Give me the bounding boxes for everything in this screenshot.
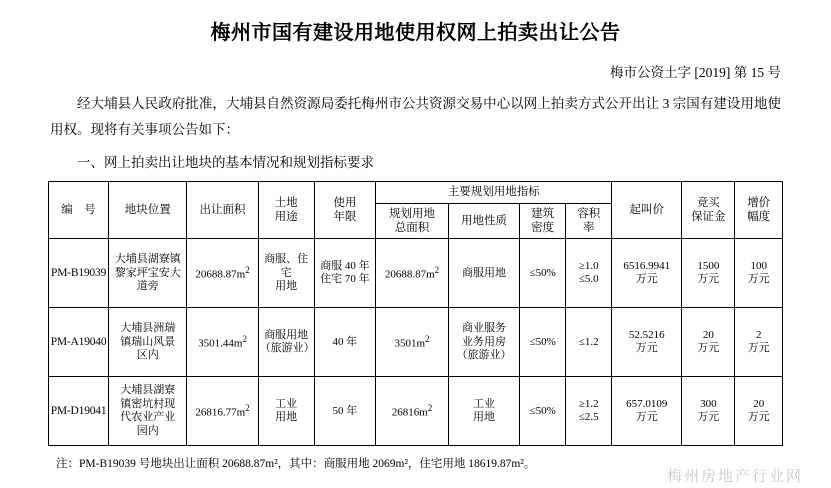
cell-transfer-area: $20688.87m^2$ [187, 239, 258, 308]
land-parcel-table-wrapper [46, 181, 785, 446]
document-number: 梅市公资土字 [2019] 第 15 号 [610, 65, 781, 80]
cell-start-price: 6516.9941 万元 [612, 239, 682, 308]
cell-plan-nature: 商业服务 业务用房 （旅游业） [448, 308, 519, 377]
cell-plan-total-area: $20688.87m^2$ [376, 239, 449, 308]
page-title: 梅州市国有建设用地使用权网上拍卖出让公告 [210, 22, 621, 44]
cell-land-use: 商服、住宅 用地 [258, 239, 314, 308]
cell-floor-area-ratio: ≤1.2 [566, 308, 612, 377]
cell-plan-total-area: $26816m^2$ [376, 377, 449, 446]
header-plan-nature: 用地性质 [448, 203, 519, 239]
cell-use-years: 40 年 [314, 308, 376, 377]
cell-building-density: ≤50% [520, 377, 566, 446]
table-row [49, 308, 783, 377]
cell-land-use: 工业 用地 [258, 377, 314, 446]
cell-building-density: ≤50% [520, 239, 566, 308]
cell-plan-total-area: $3501m^2$ [376, 308, 449, 377]
cell-building-density: ≤50% [520, 308, 566, 377]
header-increment: 增价 幅度 [735, 182, 783, 239]
section-heading-1: 一、网上拍卖出让地块的基本情况和规划指标要求 [77, 154, 374, 170]
header-start-price: 起叫价 [612, 182, 682, 239]
cell-start-price: 657.0109 万元 [612, 377, 682, 446]
header-code: 编 号 [49, 182, 109, 239]
cell-plan-nature: 工业 用地 [448, 377, 519, 446]
cell-code: PM-A19040 [49, 308, 109, 377]
land-parcel-table [48, 181, 783, 446]
cell-start-price: 52.5216 万元 [612, 308, 682, 377]
cell-deposit: 300 万元 [682, 377, 735, 446]
cell-increment: 20 万元 [735, 377, 783, 446]
cell-transfer-area: $26816.77m^2$ [187, 377, 258, 446]
cell-location: 大埔县洲瑞 镇瑞山风景 区内 [109, 308, 187, 377]
header-floor-area-ratio: 容积 率 [566, 203, 612, 239]
cell-code: PM-B19039 [49, 239, 109, 308]
header-land-use: 土地 用途 [258, 182, 314, 239]
cell-use-years: 50 年 [314, 377, 376, 446]
cell-transfer-area: $3501.44m^2$ [187, 308, 258, 377]
cell-location: 大埔县湖寮 镇密坑村现 代农业产业 园内 [109, 377, 187, 446]
table-row [49, 239, 783, 308]
cell-deposit: 1500 万元 [682, 239, 735, 308]
cell-use-years: 商服 40 年 住宅 70 年 [314, 239, 376, 308]
header-location: 地块位置 [109, 182, 187, 239]
cell-location: 大埔县湖寮镇黎家坪宝安大道旁 [109, 239, 187, 308]
header-deposit: 竞买 保证金 [682, 182, 735, 239]
cell-floor-area-ratio: ≥1.0 ≤5.0 [566, 239, 612, 308]
header-building-density: 建筑 密度 [520, 203, 566, 239]
cell-increment: 100 万元 [735, 239, 783, 308]
cell-code: PM-D19041 [49, 377, 109, 446]
intro-paragraph: 经大埔县人民政府批准，大埔县自然资源局委托梅州市公共资源交易中心以网上拍卖方式公开出让 3 宗国有建设用地使用权。现将有关事项公告如下： [50, 96, 781, 138]
cell-plan-nature: 商服用地 [448, 239, 519, 308]
header-plan-total-area: 规划用地 总面积 [376, 203, 449, 239]
header-use-years: 使用 年限 [314, 182, 376, 239]
cell-deposit: 20 万元 [682, 308, 735, 377]
cell-increment: 2 万元 [735, 308, 783, 377]
table-row [49, 377, 783, 446]
header-group-plan-index: 主要规划用地指标 [376, 182, 612, 203]
cell-floor-area-ratio: ≥1.2 ≤2.5 [566, 377, 612, 446]
watermark-text: 梅州房地产行业网 [666, 468, 803, 485]
cell-land-use: 商服用地 （旅游业） [258, 308, 314, 377]
header-transfer-area: 出让面积 [187, 182, 258, 239]
table-note-text: 注：PM-B19039 号地块出让面积 20688.87m²，其中：商服用地 2069m²，住宅用地 18619.87m²。 [56, 458, 536, 471]
table-header-row-1 [49, 182, 783, 203]
